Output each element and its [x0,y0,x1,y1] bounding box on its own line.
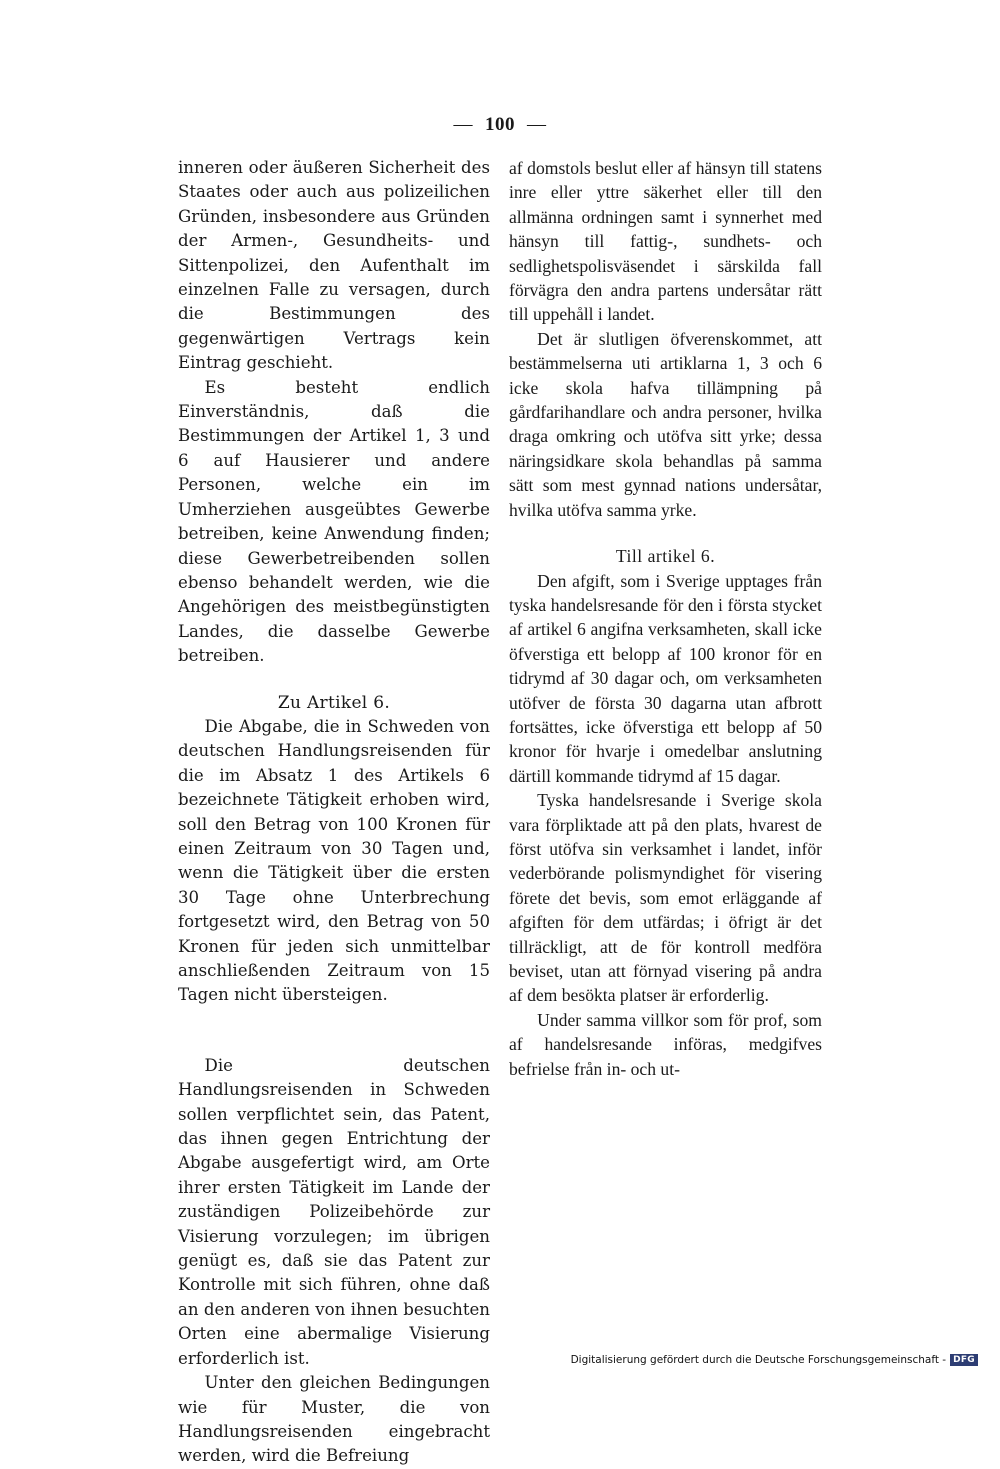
german-paragraph-5: Unter den gleichen Bedingungen wie für Muster, die von Handlungsreisenden eingebracht werden, wird die Befreiung [178,1373,490,1466]
german-column [178,156,490,1469]
swedish-paragraph-2: Det är slutligen öfverenskommet, att bestämmelserna uti artiklarna 1, 3 och 6 icke skola hafva tillämpning på gårdfarihandlare och andra personer, hvilka draga omkring och utöfva sitt yrke; dessa näringsidkare skola behandlas på samma sätt som mest gynnad nations undersåtar, hvilka utöfva samma yrke. [509,328,822,520]
german-paragraph-2: Es besteht endlich Einverständnis, daß die Bestimmungen der Artikel 1, 3 und 6 auf Hausierer und andere Personen, welche ein im Umherziehen ausgeübtes Gewerbe betreiben, keine Anwendung finden; diese Gewerbetreibenden sollen ebenso behandelt werden, wie die Angehörigen des meistbegünstigten Landes, die dasselbe Gewerbe betreiben. [178,377,490,666]
german-paragraph-3: Die Abgabe, die in Schweden von deutschen Handlungsreisenden für die im Absatz 1 des Artikels 6 bezeichnete Tätigkeit erhoben wird, soll den Betrag von 100 Kronen für einen Zeitraum von 30 Tagen und, wenn die Tätigkeit über die ersten 30 Tage ohne Unterbrechung fortgesetzt wird, den Betrag von 50 Kronen für jeden sich unmittelbar anschließenden Zeitraum von 15 Tagen nicht übersteigen. [178,716,490,1005]
swedish-paragraph-3: Den afgift, som i Sverige upptages från tyska handelsresande för den i första stycket af artikel 6 angifna verksamheten, skall icke öfverstiga ett belopp af 100 kronor för en tidrymd af 30 dagar och, om verksamheten utöfver de första 30 dagarna utan afbrott fortsättes, icke öfverstiga ett belopp af 50 kronor för hvarje i omedelbar anslutning därtill kommande tidrymd af 15 dagar. [509,570,822,786]
page-number-header [0,114,1000,136]
dfg-logo: DFG [950,1354,978,1366]
digitization-credit [571,1354,978,1366]
german-paragraph-1: inneren oder äußeren Sicherheit des Staates oder auch aus polizeilichen Gründen, insbesondere aus Gründen der Armen-, Gesundheits- und Sittenpolizei, den Aufenthalt im einzelnen Falle zu versagen, durch die Bestimmungen des gegenwärtigen Vertrags kein Eintrag geschieht. [178,158,490,373]
page-number: 100 [485,114,515,135]
swedish-heading-article-6: Till artikel 6. [615,546,716,567]
swedish-paragraph-1: af domstols beslut eller af hänsyn till statens inre eller yttre säkerhet eller till den allmänna ordningen samt i synnerhet med hänsyn till fattig-, sundhets- och sedlighetspolisväsendet i särskilda fall förvägra den andra partens undersåtar rätt till uppehåll i landet. [509,158,822,325]
credit-text: Digitalisierung gefördert durch die Deutsche Forschungsgemeinschaft - [570,1354,947,1366]
swedish-paragraph-5: Under samma villkor som för prof, som af handelsresande införas, medgifves befrielse från in- och ut- [509,1009,822,1079]
swedish-paragraph-4: Tyska handelsresande i Sverige skola vara förpliktade att på den plats, hvarest de först utöfva sin verksamhet i landet, inför vederbörande polismyndighet för visering förete det bevis, som emot erläggande af afgiften för dem utfärdas; i öfrigt är det tillräckligt, att de för kontroll medföra beviset, utan att förnyad visering på andra af dem besökta platser är erforderlig. [509,790,822,1006]
swedish-column [509,156,822,1081]
german-paragraph-4: Die deutschen Handlungsreisenden in Schweden sollen verpflichtet sein, das Patent, das ihnen gegen Entrichtung der Abgabe ausgefertigt wird, am Orte ihrer ersten Tätigkeit im Lande der zuständigen Polizeibehörde zur Visierung vorzulegen; im übrigen genügt es, daß sie das Patent zur Kontrolle mit sich führen, ohne daß an den anderen von ihnen besuchten Orten eine abermalige Visierung erforderlich ist. [178,1055,490,1368]
dash-left: — [453,114,473,135]
german-heading-article-6: Zu Artikel 6. [277,692,391,713]
dash-right: — [527,114,547,135]
